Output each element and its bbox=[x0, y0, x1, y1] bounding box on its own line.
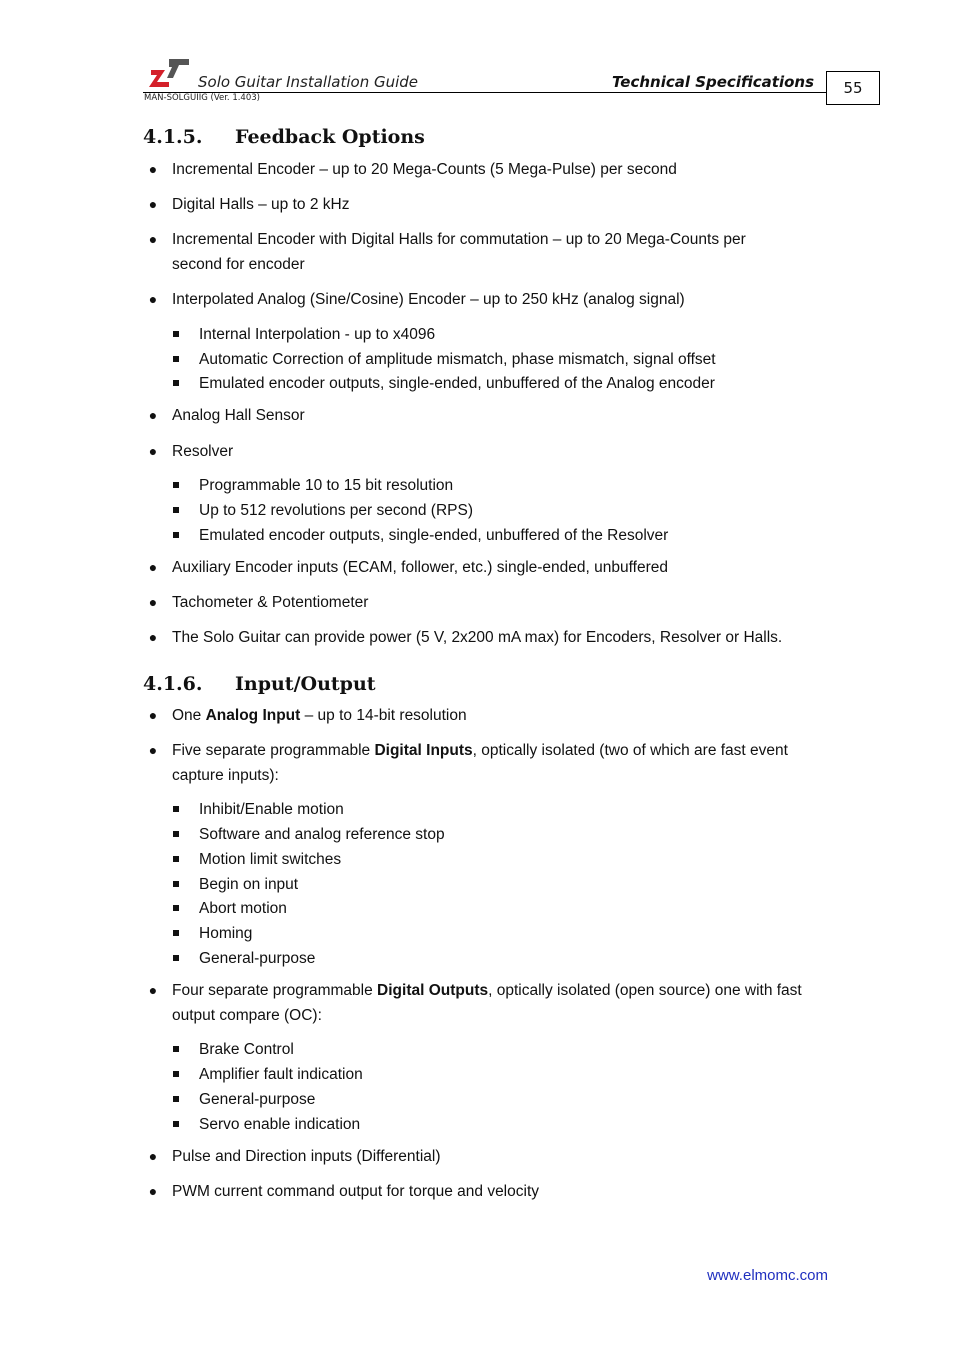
sub-list-item: Abort motion bbox=[199, 896, 287, 921]
list-item bbox=[148, 625, 842, 650]
list-item bbox=[148, 590, 842, 615]
square-bullet-icon bbox=[173, 532, 179, 538]
list-item-text: Digital Halls – up to 2 kHz bbox=[172, 196, 350, 213]
bullet-icon: ● bbox=[148, 707, 158, 723]
square-bullet-icon bbox=[173, 507, 179, 513]
bold-term: Digital Inputs bbox=[374, 742, 473, 759]
square-bullet-icon bbox=[173, 356, 179, 362]
page-number: 55 bbox=[826, 71, 880, 105]
bullet-icon: ● bbox=[148, 1183, 158, 1199]
square-bullet-icon bbox=[173, 1046, 179, 1052]
square-bullet-icon bbox=[173, 930, 179, 936]
square-bullet-icon bbox=[173, 905, 179, 911]
sub-list-item: Brake Control bbox=[199, 1037, 294, 1062]
sub-list-item: General-purpose bbox=[199, 1087, 315, 1112]
list-item bbox=[148, 439, 842, 464]
sub-list-item: Emulated encoder outputs, single-ended, unbuffered of the Analog encoder bbox=[199, 371, 715, 396]
bold-term: Digital Outputs bbox=[377, 982, 489, 999]
list-item: ● Five separate programmable Digital Inputs, optically isolated (two of which are fast event capture inputs): bbox=[172, 738, 832, 788]
square-bullet-icon bbox=[173, 1121, 179, 1127]
list-item bbox=[148, 403, 842, 428]
website-link[interactable]: www.elmomc.com bbox=[707, 1267, 828, 1284]
list-item bbox=[148, 555, 842, 580]
square-bullet-icon bbox=[173, 1096, 179, 1102]
version-label: MAN-SOLGUIIG (Ver. 1.403) bbox=[144, 93, 260, 103]
bullet-icon: ● bbox=[148, 291, 158, 307]
bullet-icon: ● bbox=[148, 982, 158, 998]
heading-text: Feedback Options bbox=[235, 126, 425, 148]
heading-number: 4.1.5. bbox=[143, 126, 203, 148]
square-bullet-icon bbox=[173, 482, 179, 488]
list-item-text: Incremental Encoder with Digital Halls for commutation – up to 20 Mega-Counts per second for encoder bbox=[172, 231, 746, 273]
list-item: ● One Analog Input – up to 14-bit resolution bbox=[172, 703, 842, 728]
square-bullet-icon bbox=[173, 856, 179, 862]
list-item bbox=[148, 227, 792, 277]
sub-list-item: Homing bbox=[199, 921, 252, 946]
list-item bbox=[148, 192, 842, 217]
sub-list-item: Amplifier fault indication bbox=[199, 1062, 363, 1087]
list-item-text: Interpolated Analog (Sine/Cosine) Encoder – up to 250 kHz (analog signal) bbox=[172, 291, 685, 308]
list-item-text: Resolver bbox=[172, 443, 234, 460]
sub-list-item: Inhibit/Enable motion bbox=[199, 797, 344, 822]
sub-list-item: Automatic Correction of amplitude mismatch, phase mismatch, signal offset bbox=[199, 347, 716, 372]
square-bullet-icon bbox=[173, 1071, 179, 1077]
bullet-icon: ● bbox=[148, 443, 158, 459]
list-item-text: Tachometer & Potentiometer bbox=[172, 594, 369, 611]
square-bullet-icon bbox=[173, 881, 179, 887]
bullet-icon: ● bbox=[148, 407, 158, 423]
sub-list-item: Internal Interpolation - up to x4096 bbox=[199, 322, 435, 347]
sub-list-item: Emulated encoder outputs, single-ended, unbuffered of the Resolver bbox=[199, 523, 668, 548]
bullet-icon: ● bbox=[148, 231, 158, 247]
square-bullet-icon bbox=[173, 380, 179, 386]
square-bullet-icon bbox=[173, 955, 179, 961]
sub-list-item: Servo enable indication bbox=[199, 1112, 360, 1137]
list-item: ● Four separate programmable Digital Outputs, optically isolated (open source) one with fast output compare (OC): bbox=[172, 978, 842, 1028]
list-item bbox=[148, 1144, 842, 1169]
section-title: Technical Specifications bbox=[611, 73, 814, 91]
sub-list-item: Programmable 10 to 15 bit resolution bbox=[199, 473, 453, 498]
sub-list-item: Begin on input bbox=[199, 872, 298, 897]
list-item bbox=[148, 287, 842, 312]
heading-text: Input/Output bbox=[235, 673, 376, 695]
bullet-icon: ● bbox=[148, 1148, 158, 1164]
bullet-icon: ● bbox=[148, 629, 158, 645]
document-title: Solo Guitar Installation Guide bbox=[198, 73, 419, 91]
list-item-text: Auxiliary Encoder inputs (ECAM, follower, etc.) single-ended, unbuffered bbox=[172, 559, 668, 576]
elmo-logo-icon bbox=[149, 58, 189, 88]
heading-input-output bbox=[143, 673, 376, 695]
list-item bbox=[148, 1179, 842, 1204]
bullet-icon: ● bbox=[148, 559, 158, 575]
heading-number: 4.1.6. bbox=[143, 673, 203, 695]
sub-list-item: Up to 512 revolutions per second (RPS) bbox=[199, 498, 473, 523]
list-item-text: Analog Hall Sensor bbox=[172, 407, 305, 424]
square-bullet-icon bbox=[173, 331, 179, 337]
square-bullet-icon bbox=[173, 831, 179, 837]
bullet-icon: ● bbox=[148, 594, 158, 610]
heading-feedback-options bbox=[143, 126, 425, 148]
bullet-icon: ● bbox=[148, 196, 158, 212]
sub-list-item: Software and analog reference stop bbox=[199, 822, 445, 847]
bullet-icon: ● bbox=[148, 161, 158, 177]
square-bullet-icon bbox=[173, 806, 179, 812]
list-item-text: PWM current command output for torque and velocity bbox=[172, 1183, 539, 1200]
list-item-text: Incremental Encoder – up to 20 Mega-Counts (5 Mega-Pulse) per second bbox=[172, 161, 677, 178]
list-item-text: The Solo Guitar can provide power (5 V, 2x200 mA max) for Encoders, Resolver or Halls. bbox=[172, 629, 783, 646]
bold-term: Analog Input bbox=[205, 707, 301, 724]
sub-list-item: General-purpose bbox=[199, 946, 315, 971]
list-item bbox=[148, 157, 842, 182]
list-item-text: Pulse and Direction inputs (Differential) bbox=[172, 1148, 441, 1165]
sub-list-item: Motion limit switches bbox=[199, 847, 341, 872]
bullet-icon: ● bbox=[148, 742, 158, 758]
